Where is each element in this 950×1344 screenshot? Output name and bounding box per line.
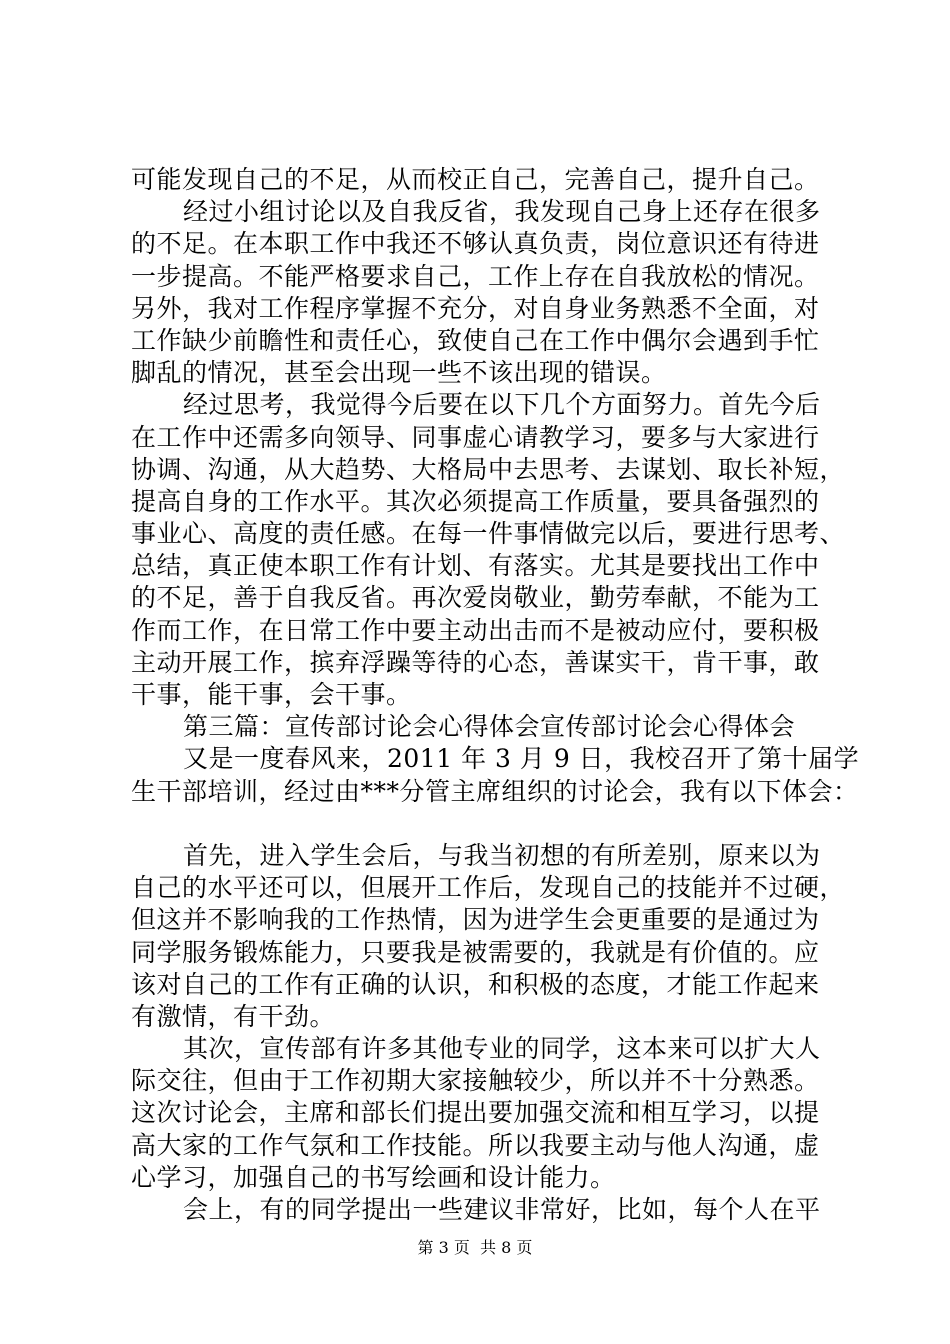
text-line: 有激情，有干劲。 [131, 1001, 336, 1031]
text-line: 干事，能干事，会干事。 [131, 680, 412, 709]
text-line: 一步提高。不能严格要求自己，工作上存在自我放松的情况。 [131, 261, 820, 291]
text-line: 另外，我对工作程序掌握不充分，对自身业务熟悉不全面，对 [131, 293, 820, 323]
text-line: 会上，有的同学提出一些建议非常好，比如，每个人在平 [183, 1195, 821, 1224]
text-line: 际交往，但由于工作初期大家接触较少，所以并不十分熟悉。 [131, 1066, 820, 1096]
text-line: 第三篇：宣传部讨论会心得体会宣传部讨论会心得体会 [183, 712, 796, 742]
text-line: 协调、沟通，从大趋势、大格局中去思考、去谋划、取长补短， [131, 454, 846, 484]
text-line: 同学服务锻炼能力，只要我是被需要的，我就是有价值的。应 [131, 937, 820, 967]
text-line: 总结，真正使本职工作有计划、有落实。尤其是要找出工作中 [131, 551, 820, 581]
text-line: 的不足，善于自我反省。再次爱岗敬业，勤劳奉献，不能为工 [131, 583, 820, 613]
blank-line [131, 808, 831, 840]
text-line: 经过小组讨论以及自我反省，我发现自己身上还存在很多 [183, 197, 821, 227]
document-body [131, 164, 860, 1226]
text-line: 在工作中还需多向领导、同事虚心请教学习，要多与大家进行 [131, 422, 820, 452]
text-line: 经过思考，我觉得今后要在以下几个方面努力。首先今后 [183, 390, 821, 420]
text-line: 作而工作，在日常工作中要主动出击而不是被动应付，要积极 [131, 615, 820, 645]
text-line: 自己的水平还可以，但展开工作后，发现自己的技能并不过硬， [131, 873, 846, 903]
text-line: 事业心、高度的责任感。在每一件事情做完以后，要进行思考、 [131, 519, 846, 549]
text-line: 心学习，加强自己的书写绘画和设计能力。 [131, 1162, 616, 1192]
text-line: 生干部培训，经过由***分管主席组织的讨论会，我有以下体会： [131, 776, 859, 806]
text-line: 脚乱的情况，甚至会出现一些不该出现的错误。 [131, 358, 667, 388]
text-line: 其次，宣传部有许多其他专业的同学，这本来可以扩大人 [183, 1034, 821, 1064]
text-line: 的不足。在本职工作中我还不够认真负责，岗位意识还有待进 [131, 229, 820, 259]
text-line: 但这并不影响我的工作热情，因为进学生会更重要的是通过为 [131, 905, 820, 935]
text-line: 该对自己的工作有正确的认识，和积极的态度，才能工作起来 [131, 969, 820, 999]
text-line: 高大家的工作气氛和工作技能。所以我要主动与他人沟通，虚 [131, 1130, 820, 1160]
text-line: 又是一度春风来，2011 年 3 月 9 日，我校召开了第十届学 [183, 744, 860, 774]
text-line: 可能发现自己的不足，从而校正自己，完善自己，提升自己。 [131, 165, 820, 194]
text-line: 这次讨论会，主席和部长们提出要加强交流和相互学习，以提 [131, 1098, 820, 1128]
page-footer: 第 3 页 共 8 页 [417, 1238, 533, 1257]
text-line: 提高自身的工作水平。其次必须提高工作质量，要具备强烈的 [131, 486, 820, 516]
text-line: 主动开展工作，摈弃浮躁等待的心态，善谋实干，肯干事，敢 [131, 647, 820, 677]
text-line: 工作缺少前瞻性和责任心，致使自己在工作中偶尔会遇到手忙 [131, 325, 820, 355]
text-line: 首先，进入学生会后，与我当初想的有所差别，原来以为 [183, 840, 821, 870]
